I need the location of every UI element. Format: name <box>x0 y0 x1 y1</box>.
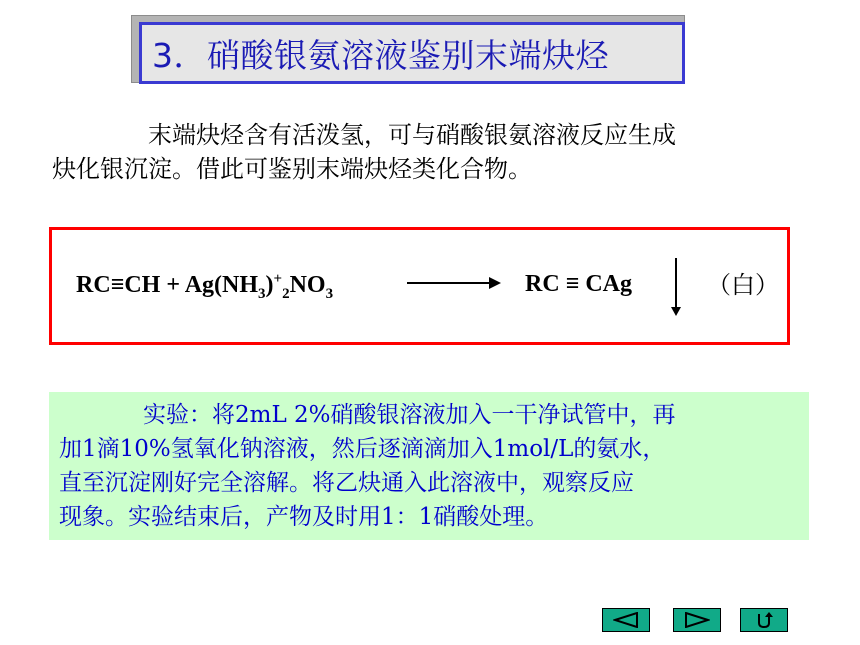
reaction-arrow-icon <box>407 282 499 284</box>
previous-button[interactable] <box>602 608 650 632</box>
intro-paragraph <box>52 118 822 186</box>
intro-line-1-text: 末端炔烃含有活泼氢，可与硝酸银氨溶液反应生成 <box>148 121 676 149</box>
left-arrow-icon <box>613 612 639 628</box>
reaction-equation-box <box>49 227 790 345</box>
reaction-product: RC ≡ CAg <box>525 271 633 297</box>
reactant-text: RC≡CH + Ag(NH <box>76 272 259 298</box>
intro-line-1 <box>52 118 822 152</box>
nh3-subscript: 3 <box>258 285 266 302</box>
experiment-line-1 <box>59 398 799 432</box>
reaction-reactants <box>76 271 333 303</box>
precipitate-arrow-icon <box>675 258 677 314</box>
experiment-line-4: 现象。实验结束后，产物及时用1：1硝酸处理。 <box>59 504 549 530</box>
experiment-line-2: 加1滴10%氢氧化钠溶液，然后逐滴滴加入1mol/L的氨水， <box>59 436 666 462</box>
precipitate-color-note: （白） <box>707 271 779 299</box>
next-button[interactable] <box>673 608 721 632</box>
nitrate-text: NO <box>289 272 326 298</box>
plus-superscript: + <box>273 271 283 287</box>
experiment-box <box>49 392 809 540</box>
intro-line-2: 炔化银沉淀。借此可鉴别末端炔烃类化合物。 <box>52 155 532 183</box>
title-box <box>139 22 685 84</box>
experiment-line-1-text: 实验：将2mL 2%硝酸银溶液加入一干净试管中，再 <box>143 402 676 428</box>
two-subscript: 2 <box>282 285 290 302</box>
no3-subscript: 3 <box>325 285 334 302</box>
page-title: 3．硝酸银氨溶液鉴别末端炔烃 <box>152 35 609 75</box>
right-arrow-icon <box>684 612 710 628</box>
return-icon <box>751 611 777 629</box>
right-paren: ) <box>265 272 274 298</box>
return-button[interactable] <box>740 608 788 632</box>
experiment-line-3: 直至沉淀刚好完全溶解。将乙炔通入此溶液中，观察反应 <box>59 470 634 496</box>
